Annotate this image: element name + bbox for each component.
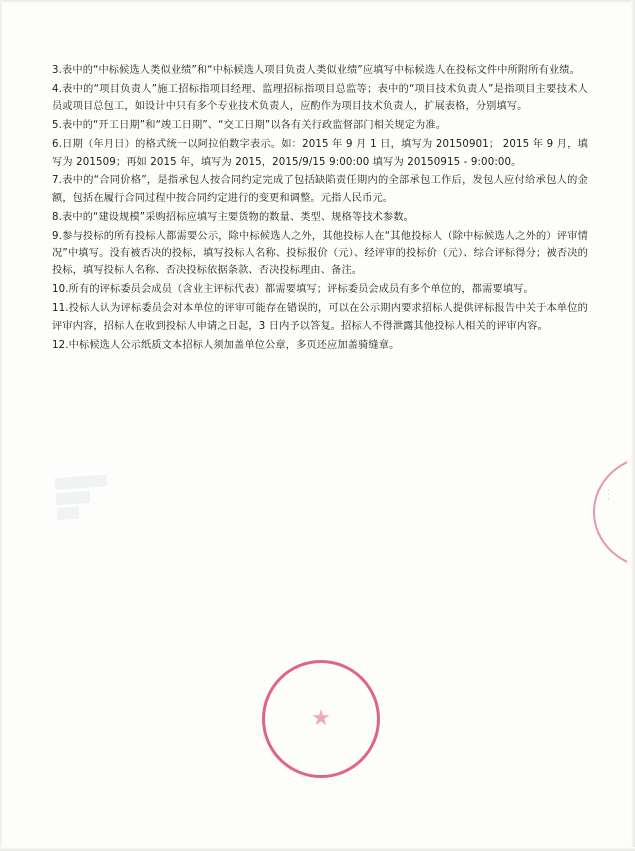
page-edge-bottom (0, 847, 635, 851)
red-partial-edge-seal (587, 455, 627, 565)
page-edge-left (0, 0, 3, 851)
document-paragraph: 5.表中的“开工日期”和“竣工日期”、“交工日期”以各有关行政监督部门相关规定为准。 (52, 120, 447, 132)
watermark-bar (56, 491, 91, 505)
seal-star-icon: ★ (311, 706, 331, 731)
watermark-bar (55, 475, 108, 491)
document-paragraph: 12.中标候选人公示纸质文本招标人须加盖单位公章，多页还应加盖骑缝章。 (52, 339, 400, 351)
watermark-bar (57, 507, 80, 521)
page-edge-top (0, 0, 635, 3)
document-paragraph: 8.表中的“建设规模”采购招标应填写主要货物的数量、类型、规格等技术参数。 (52, 211, 415, 223)
document-paragraph: 6.日期（年月日）的格式统一以阿拉伯数字表示。如：2015 年 9 月 1 日，填写为 20150901； 2015 年 9 月，填写为 201509；再如 2015 年，填写为 2015，2015/9/15 9:00:00 填写为 20150915 - 9:00:00。 (52, 139, 588, 168)
page-edge-right (631, 0, 635, 851)
document-paragraph: 3.表中的“中标候选人类似业绩”和“中标候选人项目负责人类似业绩”应填写中标候选人在投标文件中所附所有业绩。 (52, 65, 580, 76)
document-paragraph: 7.表中的“合同价格”，是指承包人按合同约定完成了包括缺陷责任期内的全部承包工作后，发包人应付给承包人的金额，包括在履行合同过程中按合同约定进行的变更和调整。元指人民币元。 (52, 175, 588, 204)
seal-arc (593, 455, 627, 565)
document-body (52, 62, 588, 356)
document-paragraph: 11.投标人认为评标委员会对本单位的评审可能存在错误的，可以在公示期内要求招标人提供评标报告中关于本单位的评审内容，招标人在收到投标人申请之日起，3 日内予以答复。招标人不得泄露其他投标人相关的评审内容。 (52, 303, 588, 332)
document-paragraph: 10.所有的评标委员会成员（含业主评标代表）都需要填写；评标委员会成员有多个单位的，都需要填写。 (52, 284, 534, 296)
document-paragraph: 4.表中的“项目负责人”施工招标指项目经理、监理招标指项目总监等；表中的“项目技术负责人”是指项目主要技术人员或项目总包工，如设计中只有多个专业技术负责人，应酌作为项目技术负责人，扩展表格，分别填写。 (52, 83, 588, 113)
document-paragraph: 9.参与投标的所有投标人都需要公示，除中标候选人之外，其他投标人在“其他投标人（除中标候选人之外的）评审情况”中填写。没有被否决的投标，填写投标人名称、投标报价（元）、经评审的投标价（元）、综合评标得分；被否决的投标，填写投标人名称、否决投标依据条款、否决投标理由、备注。 (52, 230, 588, 277)
red-round-official-seal (262, 660, 380, 778)
faint-blue-watermark (55, 474, 118, 522)
seal-text-fragment: · · · (604, 489, 612, 501)
